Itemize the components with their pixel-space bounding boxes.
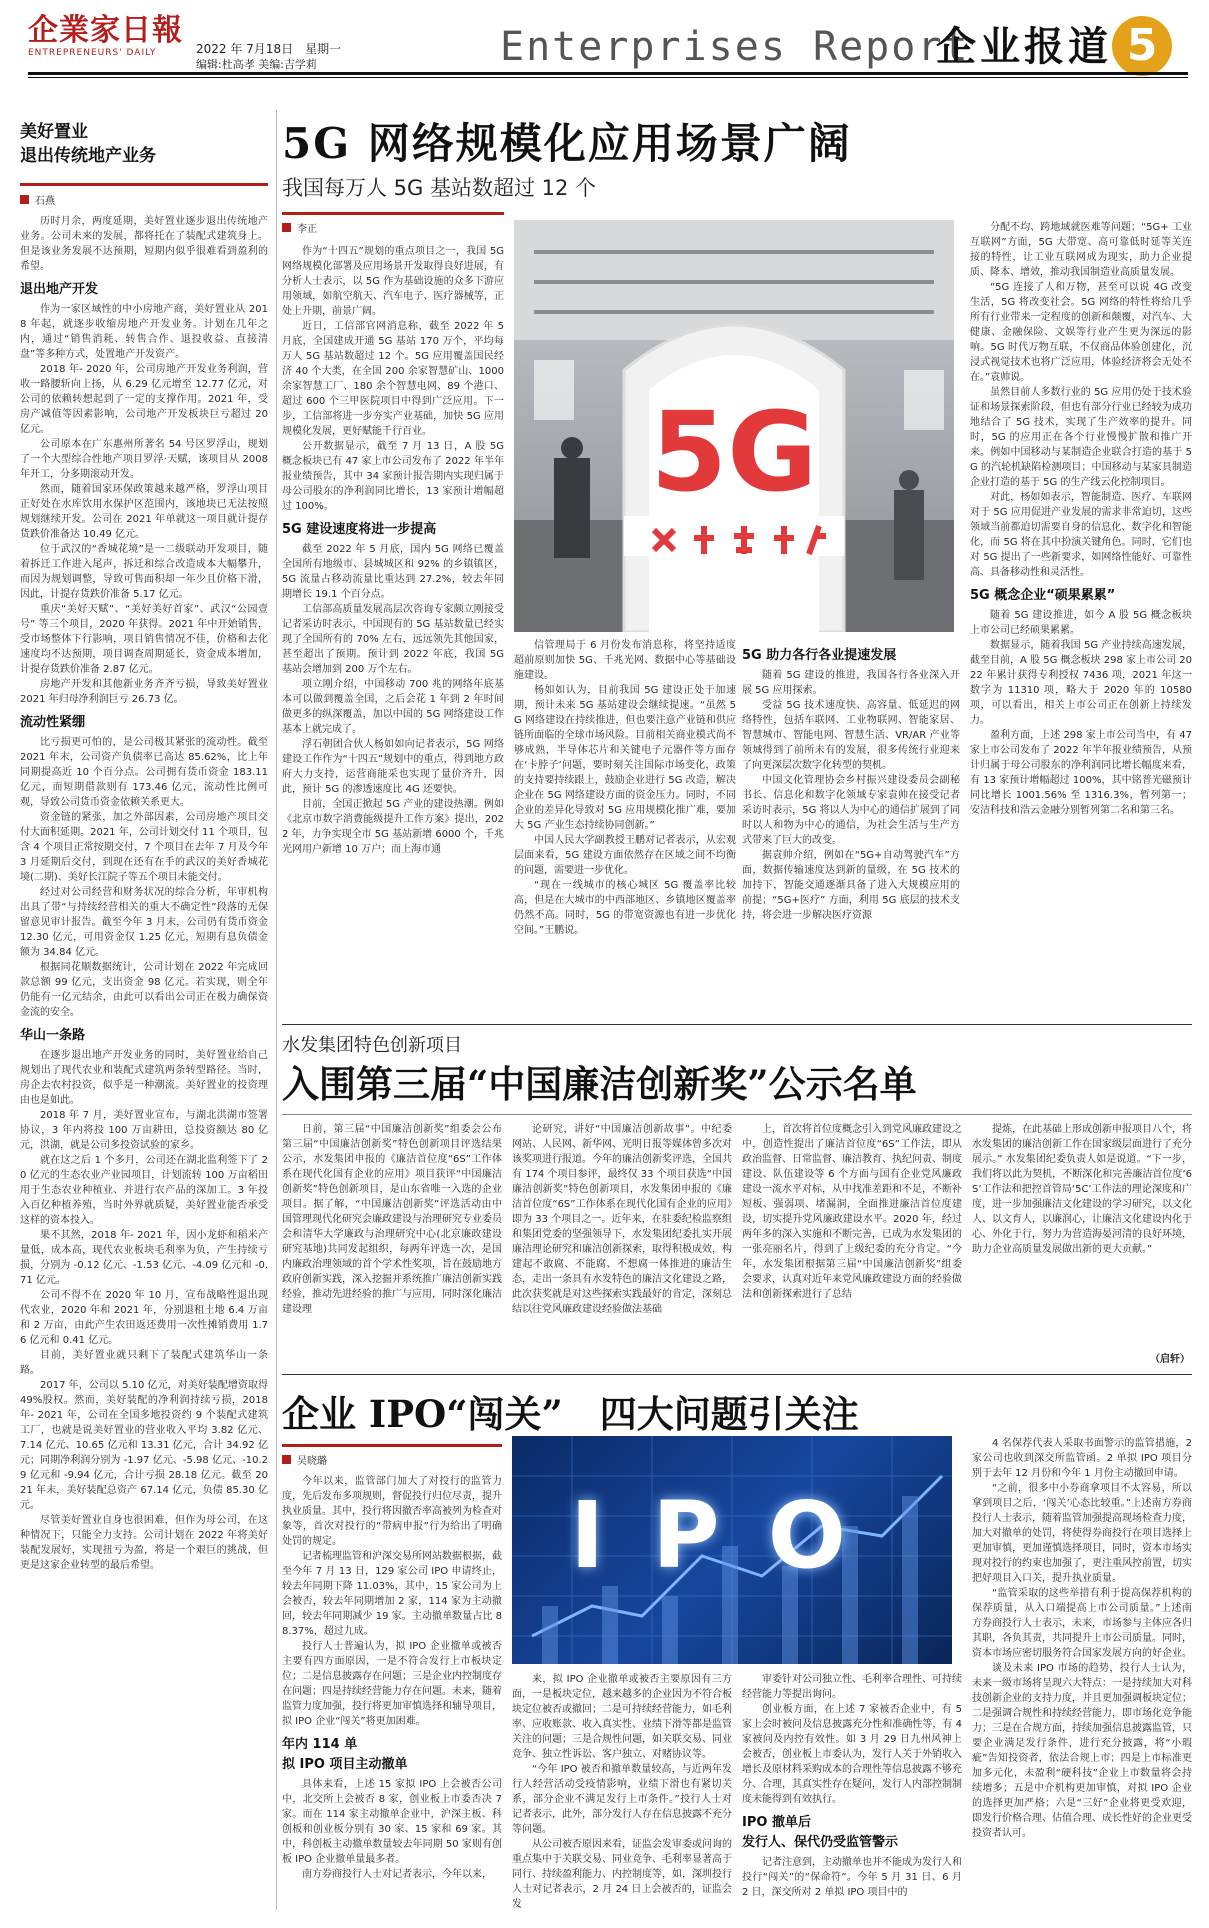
paragraph: 日前，第三届“中国廉洁创新奖”组委会公布第三届“中国廉洁创新奖”特色创新项目评选结果公示，水发集团申报的《廉洁首位度“6S”工作体系在现代化国有企业的应用》项目获评“中国廉洁创新奖”特色创新项目，是山东省唯一入选的企业项目。据了解，“中国廉洁创新奖”评选活动由中国管理现代化研究会廉政建设与治理研究专业委员会和清华大学廉政与治理研究中心(北京廉政建设研究基地)共同发起组织，每两年评选一次，是国内廉政治理领域的首个学术性奖项，旨在鼓励地方政府创新实践，深入挖掘并系统推广廉洁创新实践经验，推动先进经验的推广与应用，同时深化廉洁建设理 (282, 1124, 502, 1315)
paragraph: 历时月余，两度延期，美好置业逐步退出传统地产业务。公司未来的发展，都将托在了装配式建筑身上。但是该业务发展不达预期，短期内似乎很难看到盈利的希望。 (20, 216, 268, 272)
5g-title-rule (282, 212, 504, 215)
ipo-col-4 (972, 1436, 1192, 1922)
paragraph: “监管采取的这些举措有利于提高保荐机构的保荐质量，从入口端提高上市公司质量。”上述南方券商投行人士表示，未来，市场参与主体应各归其职，各负其责，共同提升上市公司质量。同时，资本市场应密切服务符合国家发展方向的好企业。 (972, 1588, 1192, 1659)
subheading: 5G 助力各行各业提速发展 (742, 648, 897, 663)
paragraph: 审委针对公司独立性、毛利率合理性、可持续经营能力等提出询问。 (742, 1674, 962, 1700)
paragraph: 盈利方面，上述 298 家上市公司当中，有 47 家上市公司发布了 2022 年半年报业绩预告，从预计归属于母公司股东的净利润同比增长幅度来看，有 13 家预计增幅超过 100%，其中铭普光磁预计同比增长 1001.56% 至 1316.3%，暂列第一；安洁科技和浩云金融分别暂列第二名和第三名。 (970, 730, 1192, 816)
5g-article-subtitle: 我国每万人 5G 基站数超过 12 个 (282, 176, 597, 200)
byline-marker-icon (282, 1455, 291, 1464)
ipo-col-1 (282, 1474, 502, 1922)
subheading: 退出地产开发 (20, 282, 99, 297)
byline-marker-icon (20, 195, 29, 204)
paragraph: 位于武汉的“香城花境”是一二级联动开发项目，随着拆迁工作进入尾声，拆迁和综合改造成本大幅攀升，而因为规划调整，导致可售面积却一年少且价格下滑，因此，计提存货跌价准备 5.17 亿元。 (20, 544, 268, 600)
shuifa-title: 入围第三届“中国廉洁创新奖”公示名单 (282, 1062, 917, 1106)
paragraph: “现在一线城市的核心城区 5G 覆盖率比较高，但是在大城市的中西部地区、乡镇地区覆盖率仍然不高。同时，5G 的带宽资源也有进一步优化空间。”王鹏说。 (514, 880, 736, 936)
shuifa-col-4 (972, 1122, 1192, 1350)
side-article-title (20, 120, 156, 168)
section-separator (282, 1374, 1192, 1375)
paragraph: 分配不均、跨地域就医难等问题；“5G+ 工业互联网”方面，5G 大带宽、高可靠低时延等关连接的特性，让工业互联网成为现实，助力企业提质、降本、增效，推动我国制造业高质量发展。 (970, 222, 1192, 278)
ipo-photo (512, 1436, 952, 1664)
paragraph: 论研究，讲好“中国廉洁创新故事”。中纪委网站、人民网、新华网、光明日报等媒体曾多次对该奖项进行报道。今年的廉洁创新奖评选，全国共有 174 个项目参评，最终仅 33 个项目获选“中国廉洁创新奖”特色创新项目，水发集团申报的《廉洁首位度“6S”工作体系在现代化国有企业的应用》即为 33 个项目之一。近年来，在驻委纪检监察组和集团党委的坚强领导下，水发集团纪委扎实开展廉洁理论研究和廉洁创新探索，取得积极成效，构建起不敢腐、不能腐、不想腐一体推进的廉洁生态，走出一条具有水发特色的廉洁文化建设之路，此次获奖就是对这些探索实践最好的肯定，深刻总结以往党风廉政建设经验做法基础 (512, 1124, 732, 1315)
paragraph: 作为“十四五”规划的重点项目之一，我国 5G 网络规模化部署及应用场景开发取得良好进展，有分析人士表示，以 5G 作为基础设施的众多下游应用领域，如航空航天、汽车电子、医疗器械等，正处上升期，前景广阔。 (282, 246, 504, 317)
side-byline-text: 石燕 (35, 196, 55, 207)
paragraph: 然而，随着国家环保政策越来越严格，罗浮山项目正好处在水库饮用水保护区范围内，该地块已无法按照规划继续开发。公司在 2021 年单就这一项目就计提存货跌价准备达 10.49 亿元。 (20, 484, 268, 540)
svg-text:5G: 5G (650, 388, 818, 516)
paragraph: 提炼，在此基础上形成创新申报项目八个，将水发集团的廉洁创新工作在国家级层面进行了充分展示。” 水发集团纪委负责人如是说道。“下一步，我们将以此为契机，不断深化和完善廉洁首位度‘6S’工作法和把控首管局‘5C’工作法的理论深度和广度，进一步加强廉洁文化建设的学习研究，以文化人、以文育人，以廉润心，让廉洁文化建设内化于心、外化于行，努力为营造海晏河清的良好环境，助力企业高质量发展做出新的更大贡献。” (972, 1124, 1192, 1255)
5g-col-1 (282, 244, 504, 1016)
paragraph: 果不其然，2018 年- 2021 年，因小龙虾和稻米产量低，成本高，现代农业板块毛利率为负，产生持续亏损，分别为 -0.12 亿元、-1.53 亿元、-4.09 亿元和 -0.71 亿元。 (20, 1230, 268, 1286)
paragraph: 中国人民大学副教授王鹏对记者表示，从宏观层面来看，5G 建设方面依然存在区域之间不均衡的问题，需要进一步优化。 (514, 835, 736, 876)
paragraph: 记者注意到，主动撤单也并不能成为发行人和投行“闯关”的“保命符”。今年 5 月 31 日、6 月 2 日，深交所对 2 单拟 IPO 项目中的 (742, 1857, 962, 1898)
subheading: 流动性紧绷 (20, 715, 86, 730)
section-separator (282, 1024, 1192, 1025)
issue-date: 2022 年 7月18日 星期一 (196, 42, 342, 56)
ipo-col-3 (742, 1672, 962, 1922)
5g-col-4 (970, 220, 1192, 1020)
shuifa-kicker: 水发集团特色创新项目 (282, 1035, 462, 1056)
shuifa-signature: （启轩） (1150, 1354, 1190, 1365)
paragraph: 数据显示，随着我国 5G 产业持续高速发展，截至目前，A 股 5G 概念板块 298 家上市公司 2022 年累计获得专利授权 7436 项，2021 年这一数字为 11310 项，略大于 2020 年的 10580 项，可以看出，相关上市公司正在创新上持续发力。 (970, 640, 1192, 726)
paragraph: 受益 5G 技术速度快、高容量、低延迟的网络特性，包括车联网、工业物联网、智能家居、智慧城市、智能电网、智慧生活、VR/AR 产业等领域得到了前所未有的发展，很多传统行业迎来了向更深层次数字化转型的契机。 (742, 700, 960, 771)
paragraph: “之前，很多中小券商拿项目不太容易，所以拿到项目之后，‘闯关’心态比较重。”上述南方券商投行人士表示，随着监管加强提高现场检查力度，加大对撤单的处罚，将使得券商投行在项目选择上更加审慎，更加谨慎选择项目，同时，资本市场实现对投行的约束也加强了，更注重风控前置，切实把好项目入口关，提升执业质量。 (972, 1483, 1192, 1584)
byline-marker-icon (282, 223, 291, 232)
paragraph: 信管理局于 6 月份发布消息称，将坚持适度超前原则加快 5G、千兆光网、数据中心等基础设施建设。 (514, 640, 736, 681)
subheading: 年内 114 单 拟 IPO 项目主动撤单 (282, 1737, 408, 1772)
paragraph: 目前，美好置业就只剩下了装配式建筑华山一条路。 (20, 1350, 268, 1376)
paragraph: 创业板方面，在上述 7 家被否企业中，有 5 家上会时被问及信息披露充分性和准确性等，有 4 家被问及内控有效性。如 3 月 29 日九州风神上会被否，创业板上市委认为，发行人关于外销收入增长及原材料采购成本的合理性等信息披露不够充分、合理，其真实性存在疑问，发行人内部控制制度未能得到有效执行。 (742, 1704, 962, 1805)
shuifa-col-3 (742, 1122, 962, 1366)
paragraph: 杨如如认为，目前我国 5G 建设正处于加速期，预计未来 5G 基站建设会继续提速。“虽然 5G 网络建设在持续推进，但也要注意产业链和供应链所面临的全球市场风险。目前相关商业模式尚不够成熟，半导体芯片和关键电子元器件等方面存在‘卡脖子’问题，要时刻关注国际市场变化，政策的支持要持续跟上，鼓励企业进行 5G 改造，解决企业在 5G 网络建设方面的资金压力。同时，不同企业的差异化导致对 5G 应用规模化推广难，要加大 5G 产业生态持续协同创新。” (514, 685, 736, 831)
paragraph: 投行人士普遍认为，拟 IPO 企业撤单或被否主要有四方面原因，一是不符合发行上市板块定位；二是信息披露存在问题；三是企业内控制度存在问题；四是持续经营能力存在问题。未来，随着监管力度加强，投行将更加审慎选择和辅导项目，拟 IPO 企业“闯关”将更加困难。 (282, 1641, 502, 1727)
section-title-cn: 企业报道 (936, 23, 1112, 70)
side-title-line1: 美好置业 (20, 122, 88, 142)
paragraph: 作为一家区域性的中小房地产商，美好置业从 2018 年起，就逐步收缩房地产开发业务。计划在几年之内，通过“销售消耗、转售合作、退投收益、直接清盘”等多种方式，处置地产开发资产。 (20, 304, 268, 360)
paragraph: 浮石朝团合伙人杨如如向记者表示，5G 网络建设工作作为“十四五”规划中的重点，得到地方政府大力支持，运营商能采也实现了量价齐升，因此，预计 5G 的渗透速度比 4G 还要快。 (282, 739, 504, 795)
shuifa-title-rule (282, 1114, 1192, 1115)
subheading: 5G 建设速度将进一步提高 (282, 522, 437, 537)
paragraph: “5G 连接了人和万物，甚至可以说 4G 改变生活，5G 将改变社会。5G 网络的特性将给几乎所有行业带来一定程度的创新和颠覆，对汽车、大健康、金融保险、文娱等行业产生更为深远的影响。5G 时代万物互联，不仅商品体验创建化，沉浸式视觉技术也将广泛应用，体验经济将会无处不在。”袁帅说。 (970, 282, 1192, 383)
paragraph: 据袁帅介绍，例如在“5G+自动驾驶汽车”方面，数据传输速度达到新的量级，在 5G 技术的加持下，智能交通逐渐具备了进入大规模应用的前提；“5G+医疗” 方面，利用 5G 底层的技术支持，将会进一步解决医疗资源 (742, 850, 960, 921)
paragraph: 目前，全国正掀起 5G 产业的建设热潮。例如《北京市数字消费能级提升工作方案》提出，2022 年，力争实现全市 5G 基站新增 6000 个，千兆光网用户新增 10 万户；而上海市通 (282, 799, 504, 855)
side-title-line2: 退出传统地产业务 (20, 146, 156, 166)
section-title-en: Enterprises Report (500, 24, 970, 70)
side-byline (20, 192, 55, 207)
paragraph: 2017 年，公司以 5.10 亿元，对美好装配增资取得 49%股权。然而，美好装配的净利润持续亏损，2018 年- 2021 年，公司在全国多地投资约 9 个装配式建筑工厂，也就是说美好置业的营业收入平均 3.82 亿元、7.14 亿元、10.65 亿元和 13.31 亿元，合计 34.92 亿元；同期净利润分别为 -1.97 亿元、-5.98 亿元、-10.29 亿元和 -9.94 亿元，合计亏损 28.18 亿元。截至 2021 年末，美好装配总资产 67.14 亿元，负债 85.30 亿元。 (20, 1380, 268, 1511)
ipo-photo-text: IPO (570, 1482, 894, 1589)
paragraph: 重庆“美好天赋”、“美好美好首家”、武汉“公园壹号” 等三个项目，2020 年获得。2021 年中开始销售，受市场整体下行影响，项目销售情况不佳，价格和去化速度均不达预期，项目调查周期延长，资金成本增加，计提存货跌价准备 2.87 亿元。 (20, 604, 268, 675)
paragraph: 具体来看，上述 15 家拟 IPO 上会被否公司中，北交所上会被否 8 家，创业板上市委否决 7 家。而在 114 家主动撤单企业中，沪深主板、科创板和创业板分别有 30 家、15 家和 69 家。其中，科创板主动撤单数量较去年同期 50 家则有创板 IPO 企业撤单量最多者。 (282, 1779, 502, 1865)
paragraph: 4 名保荐代表人采取书面警示的监管措施，2 家公司也收到深交所监管函。2 单拟 IPO 项目分别于去年 12 月份和今年 1 月份主动撤回申请。 (972, 1438, 1192, 1479)
ipo-byline (282, 1452, 327, 1467)
ipo-col-2 (512, 1672, 732, 1922)
paragraph: 上，首次将首位度概念引入到党风廉政建设之中，创造性提出了廉洁首位度“6S”工作法，即从政治监督、日常监督、廉洁教育、执纪问责、制度建设、队伍建设等 6 个方面与国有企业党风廉政建设一流水平对标，从中找准差距和不足，不断补短板、强弱项、堵漏洞，全面推进廉洁首位度建设，切实提升党风廉政建设水平。2020 年，经过两年多的深入实施和不断完善，已成为水发集团的一张亮丽名片，得到了上级纪委的充分肯定。“今年，水发集团根据第三届“中国廉洁创新奖”组委会要求，认真对近年来党风廉政建设方面的经验做法和创新探索进行了总结 (742, 1124, 962, 1300)
5g-byline-text: 李正 (297, 224, 317, 235)
masthead-logo-block (28, 14, 188, 62)
paragraph: 就在这之后 1 个多月，公司还在湖北监利签下了 20 亿元的生态农业产业园项目，计划流转 100 万亩稻田用于生态农业种植业、并进行农产品的深加工。3 年投入百亿种植养殖，当时外界就质疑，美好置业能否承受这样的资本投入。 (20, 1155, 268, 1226)
editors-line: 编辑:杜高孝 美编:吉学莉 (196, 58, 317, 71)
paragraph: 从公司被否原因来看，证监会发审委或问询的重点集中于关联交易、同业竞争、毛利率显著高于同行、持续盈利能力、内控制度等，如，深圳投行人士对记者表示，2 月 24 日上会被否的，证监会发 (512, 1839, 732, 1910)
paragraph: 2018 年 7 月，美好置业宣布，与湖北洪湖市签署协议，3 年内将投 100 万亩耕田，总投资额达 80 亿元，洪湖，就是公司多投资试验的家乡。 (20, 1110, 268, 1151)
5g-article-title: 5G 网络规模化应用场景广阔 (282, 119, 852, 168)
paragraph: 公司原本在广东惠州所著名 54 号区罗浮山，规划了一个大型综合性地产项目罗浮·天赋，该项目从 2008 年开工，分多期滚动开发。 (20, 439, 268, 480)
paragraph: 谈及未来 IPO 市场的趋势，投行人士认为，未来一级市场将呈现六大特点：一是持续加大对科技创新企业的支持力度，并且更加强调板块定位；二是强调合规性和持续经营能力，即市场化竞争能力；三是在合规方面，持续加强信息披露监管，只要企业满足发行条件，进行充分披露，将“小瑕疵”告知投资者，依法合规上市；四是上市标准更加多元化，未盈利“硬科技”企业上市数量将会持续增多；五是中介机构更加审慎，对拟 IPO 企业的选择更加严格；六是“三好”企业将更受欢迎，即发行价格合理、估值合理、成长性好的企业更受投资者认可。 (972, 1663, 1192, 1839)
paragraph: 2018 年- 2020 年，公司房地产开发业务利润，营收一路腰斩向上扬，从 6.29 亿元增至 12.77 亿元，对公司的依赖转想起到了一定的支撑作用。2021 年，受房产减值等因素影响，公司地产开发板块巨亏超过 20 亿元。 (20, 364, 268, 435)
subheading: IPO 撤单后 发行人、保代仍受监管警示 (742, 1815, 899, 1850)
ipo-title-rule (282, 1444, 502, 1447)
paragraph: 中国文化管理协会乡村振兴建设委员会副秘书长、信息化和数字化领域专家袁帅在接受记者采访时表示，5G 将以人为中心的通信扩展到了同时以人和物为中心的通信，为社会生活与生产方式带来了巨大的改变。 (742, 775, 960, 846)
paragraph: 近日，工信部官网消息称，截至 2022 年 5 月底，全国建成开通 5G 基站 170 万个，平均每万人 5G 基站数超过 12 个。5G 应用覆盖国民经济 40 个大类，在全国 200 余家智慧矿山、1000 余家智慧工厂、180 余个智慧电网、89 个港口、超过 600 个三甲医院项目中得到广泛应用。下一步，工信部将进一步夯实产业基础，加快 5G 应用规模化发展，更好赋能千行百业。 (282, 321, 504, 437)
paragraph: 经过对公司经营和财务状况的综合分析，年审机构出具了带“与持续经营相关的重大不确定性”段落的无保留意见审计报告。截至今年 3 月末，公司仍有货币资金 12.30 亿元，可用资金仅 1.25 亿元，短期有息负债金额为 34.84 亿元。 (20, 887, 268, 958)
paragraph: 今年以来，监管部门加大了对投行的监管力度，先后发布多项规则，督促投行归位尽责，提升执业质量。其中，投行将因撤否率高被列为检查对象等，首次对投行的“带病申报”行为给出了明确处罚的规定。 (282, 1476, 502, 1547)
page-number-badge: 5 (1112, 16, 1172, 76)
paragraph: 南方券商投行人士对记者表示，今年以来， (302, 1869, 492, 1880)
paragraph: 来，拟 IPO 企业撤单或被否主要原因有三方面，一是板块定位，越来越多的企业因为不符合板块定位被否或撤回；二是可持续经营能力，如毛利率、应收账款、收入真实性、业绩下滑等都是监管关注的问题；三是合规性问题，如关联交易、同业竞争、独立性诉讼、客户独立、对赌协议等。 (512, 1674, 732, 1760)
paragraph: 随着 5G 建设的推进，我国各行各业深入开展 5G 应用探索。 (742, 670, 960, 696)
shuifa-col-1 (282, 1122, 502, 1366)
paragraph: 虽然目前人多数行业的 5G 应用仍处于技术验证和场景探索阶段，但也有部分行业已经较为成功地结合了 5G 技术，实现了生产效率的提升。同时，5G 的应用正在各个行业慢慢扩散和推广开来。例如中国移动与某制造企业联合打造的基于 5G 的汽轮机缺陷检测项目；中国移动与某家具制造企业打造的基于 5G 的生产线云化控制项目。 (970, 387, 1192, 488)
paragraph: 公开数据显示，截至 7 月 13 日，A 股 5G 概念板块已有 47 家上市公司发布了 2022 年半年报业绩预告，其中 34 家预计报告期内实现归属于母公司股东的净利润同比增长，13 家预计增幅超过 100%。 (282, 441, 504, 512)
5g-expo-photo-art (514, 220, 954, 632)
paragraph: 随着 5G 建设推进，如今 A 股 5G 概念板块上市公司已经硕果累累。 (970, 610, 1192, 636)
5g-col-2 (514, 638, 736, 1018)
5g-expo-photo (514, 220, 954, 632)
column-divider (276, 110, 277, 1910)
ipo-byline-text: 吴晓璐 (297, 1456, 327, 1467)
side-title-rule (20, 183, 268, 186)
paragraph: 截至 2022 年 5 月底，国内 5G 网络已覆盖全国所有地级市、县城城区和 92% 的乡镇镇区，5G 流量占移动流量比重达到 27.2%，较去年同期增长 19.1 个百分点。 (282, 544, 504, 600)
5g-col-3 (742, 646, 960, 1018)
masthead-rule-thin (28, 77, 1188, 78)
newspaper-logo-en: ENTREPRENEURS' DAILY (28, 48, 157, 58)
paragraph: 对此，杨如如表示，智能制造、医疗、车联网对于 5G 应用促进产业发展的需求非常迫切，这些领域当前都迫切需要自身的信息化、数字化和智能化，而 5G 将在其中扮演关键角色。同时，它们也对 5G 提出了一些新要求，如网络性能好、可靠性高、具备移动性和灵活性。 (970, 492, 1192, 578)
paragraph: 比亏损更可怕的，是公司极其紧张的流动性。截至 2021 年末，公司资产负债率已高达 85.62%，比上年同期提高近 10 个百分点。公司拥有货币资金 183.11 亿元，而短期借款则有 173.46 亿元，流动性比例可观，导致公司货币资金依赖关系更大。 (20, 737, 268, 808)
masthead-rule (28, 72, 1188, 75)
paragraph: 记者梳理监管和沪深交易所网站数据根据，截至今年 7 月 13 日，129 家公司 IPO 申请终止，较去年同期下降 11.03%，其中，15 家公司为上会被否，较去年同期增加 2 家，114 家为主动撤回，较去年同期减少 19 家。主动撤单数量占比 88.37%，超过九成。 (282, 1551, 502, 1637)
subheading: 华山一条路 (20, 1028, 86, 1043)
paragraph: “今年 IPO 被否和撤单数量较高，与近两年发行人经营活动受疫情影响，业绩下滑也有紧切关系，部分企业不满足发行上市条件。”投行人士对记者表示，此外，部分发行人存在信息披露不充分等问题。 (512, 1764, 732, 1835)
paragraph: 项立刚介绍，中国移动 700 兆的网络年底基本可以做到覆盖全国，之后会花 1 年到 2 年时间做更多的纵深覆盖，加以中国的 5G 网络建设工作基本上就完成了。 (282, 679, 504, 735)
side-article-body (20, 214, 268, 1914)
ipo-title: 企业 IPO“闯关” 四大问题引关注 (282, 1392, 859, 1436)
newspaper-logo: 企業家日報 (28, 13, 183, 48)
shuifa-col-2 (512, 1122, 732, 1366)
paragraph: 公司不得不在 2020 年 10 月，宣布战略性退出现代农业，2020 年和 2021 年，分别退租土地 6.4 万亩和 2 万亩，由此产生农田返还费用一次性摊销费用 1.76 亿元和 0.41 亿元。 (20, 1290, 268, 1346)
5g-byline (282, 220, 317, 235)
paragraph: 在逐步退出地产开发业务的同时，美好置业给自己规划出了现代农业和装配式建筑两条转型路径。当时，房企去农村投资，似乎是一种潮流。美好置业的投资理由也是如此。 (20, 1050, 268, 1106)
paragraph: 根据同花顺数据统计，公司计划在 2022 年完成回款总额 99 亿元，支出资金 98 亿元。若实现，则全年仍能有一亿元结余，由此可以看出公司正在极力确保资金流的安全。 (20, 962, 268, 1018)
paragraph: 尽管美好置业自身也很困难，但作为母公司，在这种情况下，只能全力支持。公司计划在 2022 年将美好装配发展好，实现扭亏为盈，将是一个艰巨的挑战，但更是这家企业转型的最后希望。 (20, 1515, 268, 1571)
paragraph: 资金链的紧张，加之外部因素，公司房地产项目交付大面积延期。2021 年，公司计划交付 11 个项目，包含 4 个项目正常按期交付，7 个项目在去年 7 月及今年 3 月延期后交付，到现在还有在手的武汉的美好香城花境(二期)、美好长江院子等五个项目未能交付。 (20, 812, 268, 883)
paragraph: 房地产开发和其他新业务齐齐亏损，导致美好置业 2021 年归母净利润巨亏 26.73 亿。 (20, 679, 268, 705)
paragraph: 工信部高质量发展高层次咨询专家颇立刚接受记者采访时表示，中国现有的 5G 基站数量已经实现了全国所有的 70% 左右，远远领先其他国家，甚至超出了预期。预计到 2022 年底，我国 5G 基站会增加到 200 万个左右。 (282, 604, 504, 675)
subheading: 5G 概念企业“硕果累累” (970, 588, 1116, 603)
